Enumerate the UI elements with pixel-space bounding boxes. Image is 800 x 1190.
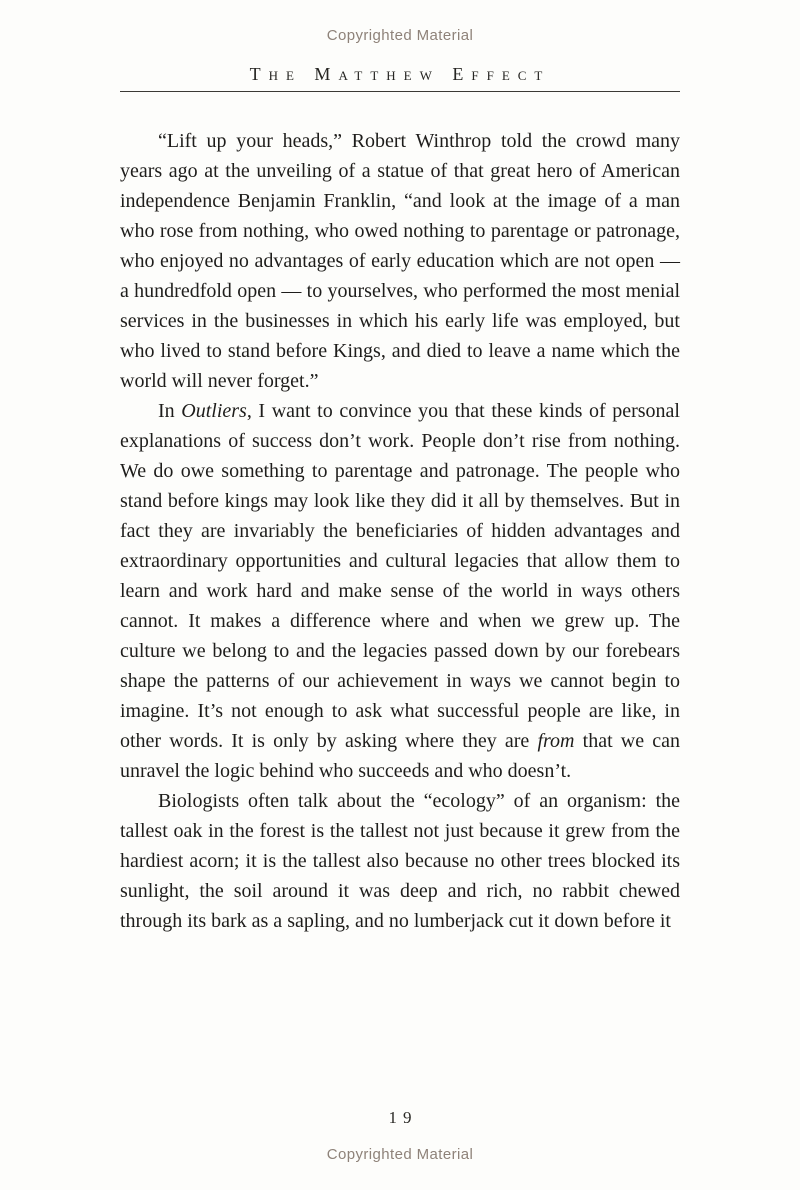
text-run: “Lift up your heads,” Robert Winthrop told the crowd many years ago at the unveiling of a statue of that great hero of American independence Benjamin Franklin, “and look at the image of a man who rose from nothing, who owed nothing to parentage or patronage, who enjoyed no advantages of early education which are not open — a hundredfold open — to yourselves, who performed the most menial services in the businesses in which his early life was employed, but who lived to stand before Kings, and died to leave a name which the world will never forget.” bbox=[120, 130, 680, 392]
paragraph bbox=[120, 126, 680, 396]
body-text bbox=[120, 126, 680, 936]
page-number: 19 bbox=[388, 1108, 418, 1127]
header-rule bbox=[120, 91, 680, 92]
running-header: The Matthew Effect bbox=[249, 64, 551, 84]
copyright-notice-bottom: Copyrighted Material bbox=[326, 1146, 474, 1163]
text-run: In bbox=[158, 400, 182, 422]
text-run: that we can unravel the logic behind who succeeds and who doesn’t. bbox=[120, 730, 680, 782]
paragraph bbox=[120, 396, 680, 786]
text-run: , I want to convince you that these kinds of personal explanations of success don’t work. People don’t rise from nothing. We do owe something to parentage and patronage. The people who stand before kings may look like they did it all by themselves. But in fact they are invariably the beneficiaries of hidden advantages and extraordinary opportunities and cultural legacies that allow them to learn and work hard and make sense of the world in ways others cannot. It makes a difference where and when we grew up. The culture we belong to and the legacies passed down by our forebears shape the patterns of our achievement in ways we cannot begin to imagine. It’s not enough to ask what successful people are like, in other words. It is only by asking where they are bbox=[120, 400, 680, 752]
copyright-notice-top: Copyrighted Material bbox=[326, 27, 474, 44]
paragraph bbox=[120, 786, 680, 936]
italic-text-run: from bbox=[537, 730, 575, 752]
text-run: Biologists often talk about the “ecology” of an organism: the tallest oak in the forest is the tallest not just because it grew from the hardiest acorn; it is the tallest also because no other trees blocked its sunlight, the soil around it was deep and rich, no rabbit chewed through its bark as a sapling, and no lumberjack cut it down before it bbox=[120, 790, 680, 932]
italic-text-run: Outliers bbox=[181, 400, 247, 422]
